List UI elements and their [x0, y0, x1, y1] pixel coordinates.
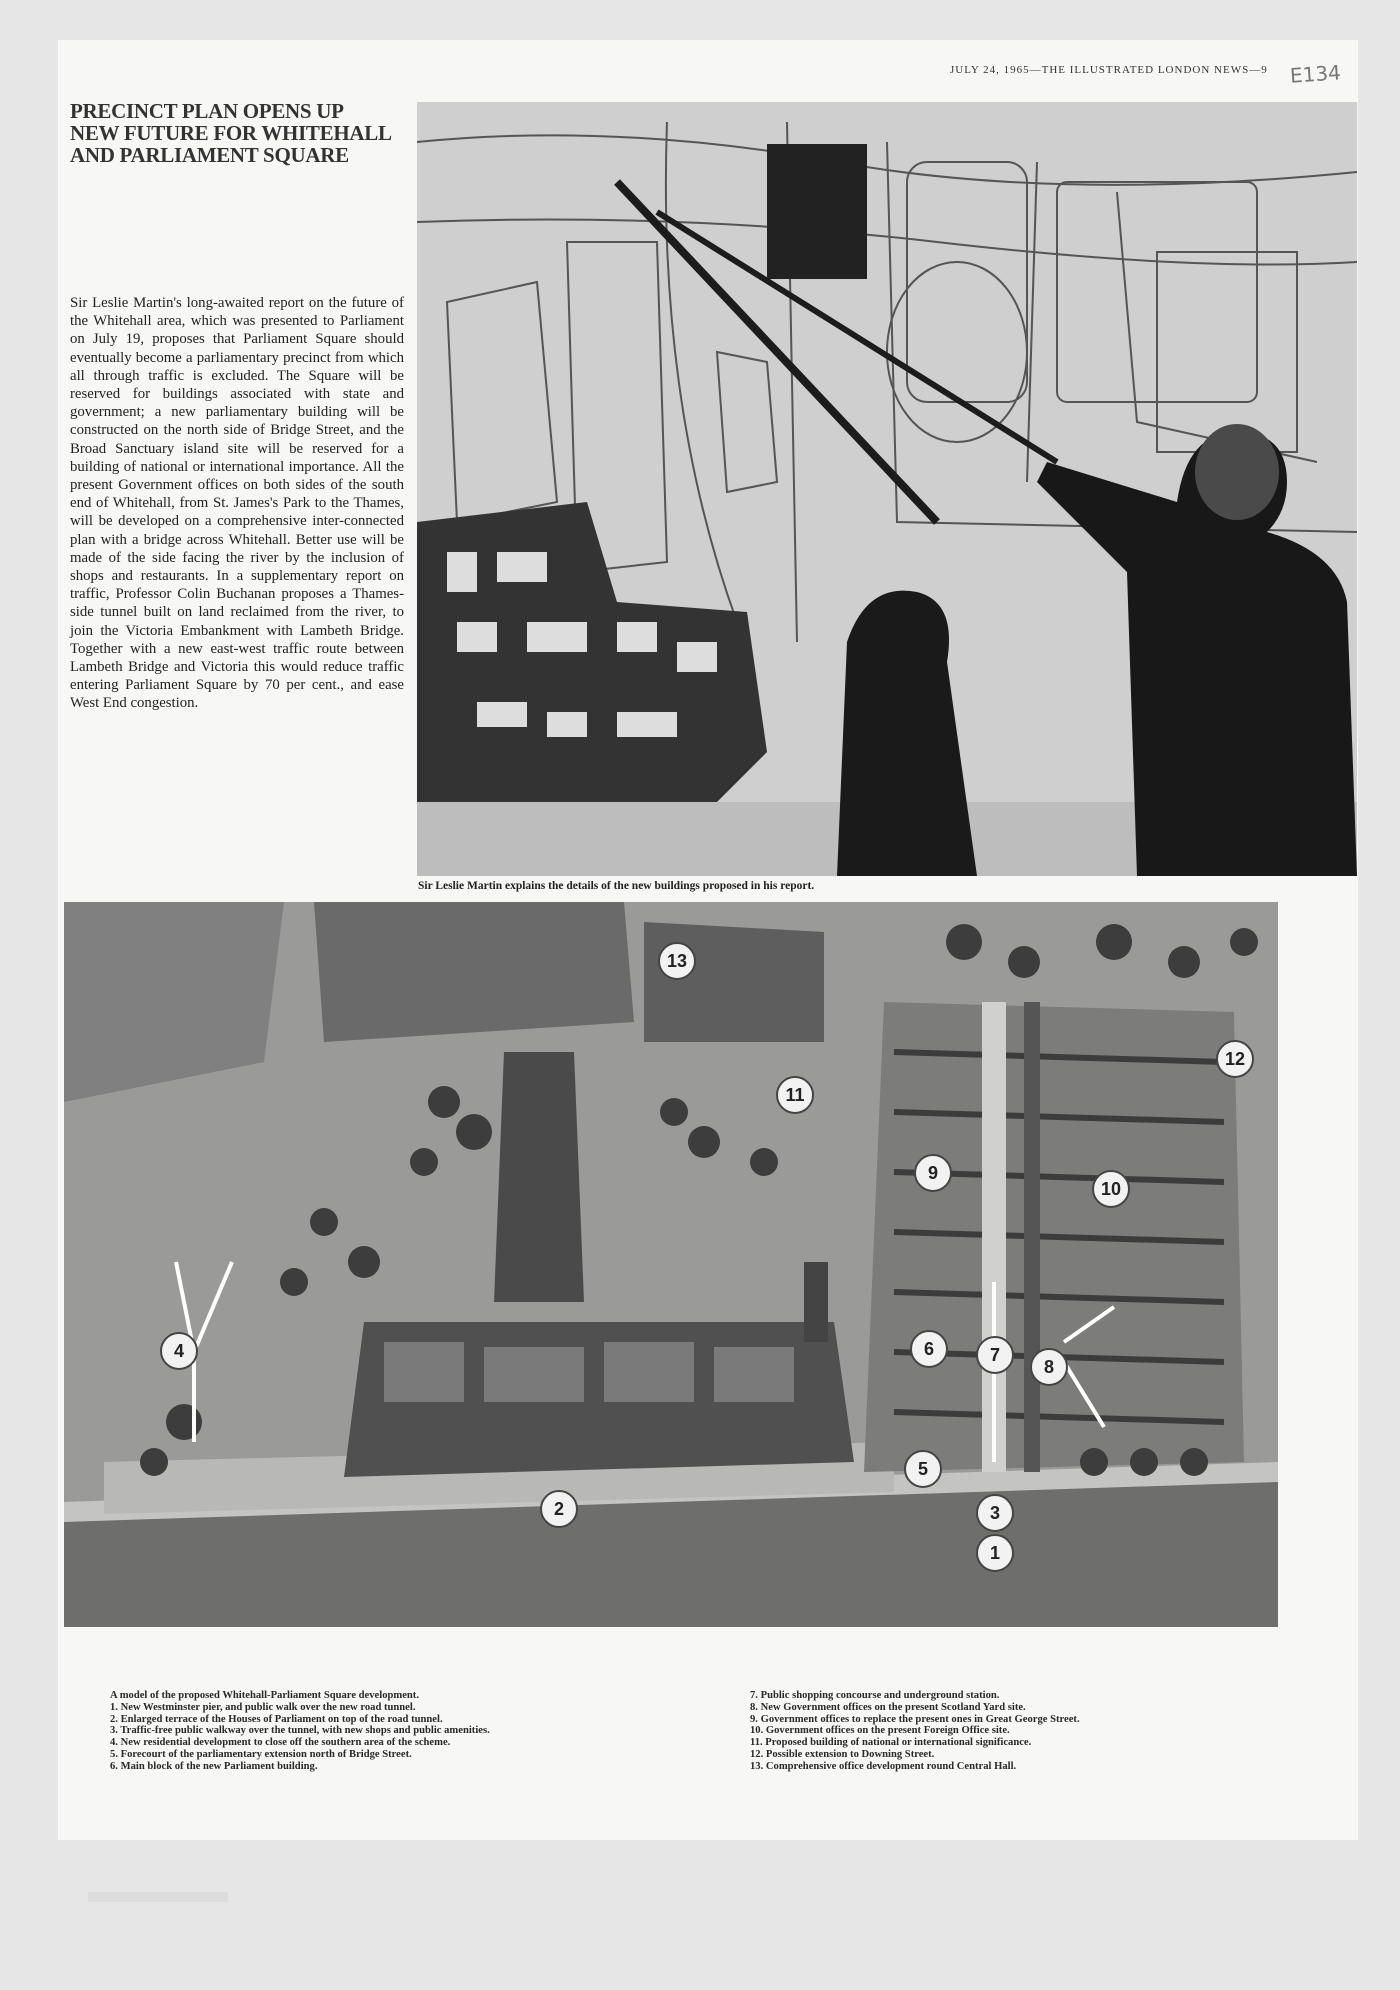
headline-line-3: AND PARLIAMENT SQUARE	[70, 143, 349, 167]
article-body: Sir Leslie Martin's long-awaited report on the future of the Whitehall area, which was presented to Parliament on July 19, proposes that Parliament Square should eventually become a parliamentary precinct from which all through traffic is excluded. The Square will be reserved for buildings associated with state and government; a new parliamentary building will be constructed on the north side of Bridge Street, and the Broad Sanctuary island site will be reserved for a building of national or international importance. All the present Government offices on both sides of the south end of Whitehall, from St. James's Park to the Thames, will be developed on a comprehensive inter-connected plan with a bridge across Whitehall. Better use will be made of the side facing the river by the inclusion of shops and restaurants. In a supplementary report on traffic, Professor Colin Buchanan proposes a Thames-side tunnel built on land reclaimed from the river, to join the Victoria Embankment with Lambeth Bridge. Together with a new east-west traffic route between Lambeth Bridge and Victoria this would reduce traffic entering Parliament Square by 70 per cent., and ease West End congestion.	[70, 295, 404, 712]
marker-2: 2	[540, 1490, 578, 1528]
legend-column-right	[750, 1690, 1310, 1773]
legend-item-7: 7. Public shopping concourse and underground station.	[750, 1690, 1000, 1701]
headline-line-2: NEW FUTURE FOR WHITEHALL	[70, 121, 392, 145]
legend-item-11: 11. Proposed building of national or international significance.	[750, 1737, 1032, 1749]
legend-item-9: 9. Government offices to replace the present ones in Great George Street.	[750, 1713, 1080, 1725]
legend-item-4: 4. New residential development to close off the southern area of the scheme.	[110, 1737, 451, 1749]
marker-12: 12	[1216, 1040, 1254, 1078]
plan-photograph	[417, 102, 1357, 876]
marker-4: 4	[160, 1332, 198, 1370]
model-photograph	[64, 902, 1278, 1627]
headline	[70, 100, 415, 166]
plan-photograph-drawing	[417, 102, 1357, 876]
headline-line-1: PRECINCT PLAN OPENS UP	[70, 99, 344, 123]
marker-10: 10	[1092, 1170, 1130, 1208]
faint-stamp	[88, 1892, 228, 1902]
legend-title: A model of the proposed Whitehall-Parliament Square development.	[110, 1690, 419, 1701]
legend-item-1: 1. New Westminster pier, and public walk over the new road tunnel.	[110, 1701, 416, 1713]
marker-3: 3	[976, 1494, 1014, 1532]
legend-item-10: 10. Government offices on the present Foreign Office site.	[750, 1725, 1010, 1737]
model-photograph-drawing	[64, 902, 1278, 1627]
marker-1: 1	[976, 1534, 1014, 1572]
archive-mark: E134	[1289, 60, 1342, 88]
legend-item-5: 5. Forecourt of the parliamentary extension north of Bridge Street.	[110, 1748, 412, 1760]
marker-7: 7	[976, 1336, 1014, 1374]
marker-11: 11	[776, 1076, 814, 1114]
marker-6: 6	[910, 1330, 948, 1368]
legend-item-12: 12. Possible extension to Downing Street.	[750, 1748, 935, 1760]
marker-9: 9	[914, 1154, 952, 1192]
marker-8: 8	[1030, 1348, 1068, 1386]
photo-caption: Sir Leslie Martin explains the details of the new buildings proposed in his report.	[418, 880, 815, 892]
legend-item-2: 2. Enlarged terrace of the Houses of Parliament on top of the road tunnel.	[110, 1713, 443, 1725]
legend-item-6: 6. Main block of the new Parliament building.	[110, 1760, 318, 1772]
marker-13: 13	[658, 942, 696, 980]
marker-5: 5	[904, 1450, 942, 1488]
legend-item-8: 8. New Government offices on the present Scotland Yard site.	[750, 1701, 1026, 1713]
legend-column-left	[110, 1690, 700, 1773]
legend-item-3: 3. Traffic-free public walkway over the tunnel, with new shops and public amenities.	[110, 1725, 490, 1737]
running-head: JULY 24, 1965—THE ILLUSTRATED LONDON NEWS—9	[950, 64, 1268, 76]
legend-item-13: 13. Comprehensive office development round Central Hall.	[750, 1760, 1017, 1772]
